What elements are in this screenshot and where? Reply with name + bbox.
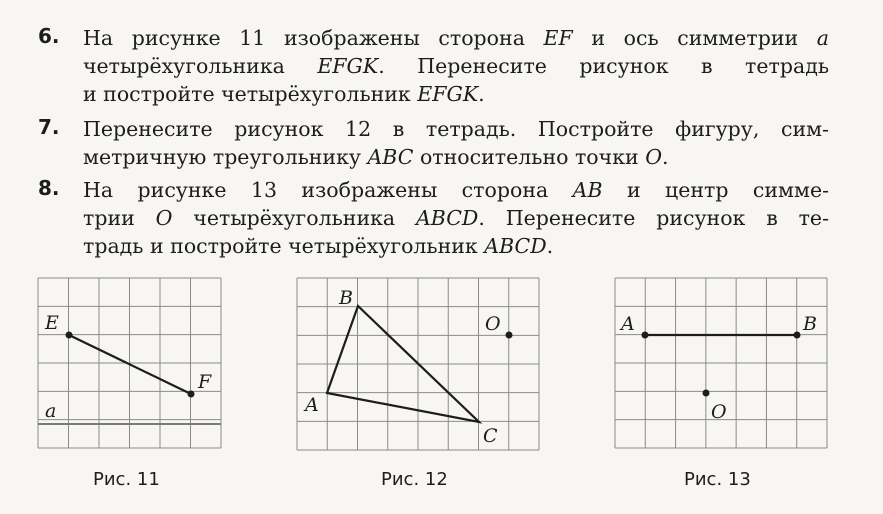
problem-text-line xyxy=(83,52,829,80)
text-segment: четырёхугольника xyxy=(172,206,416,230)
text-segment: . Перенесите рисунок в тетрадь xyxy=(378,54,829,78)
point-E xyxy=(66,332,73,339)
text-segment: относительно точки xyxy=(413,145,646,169)
figure-11 xyxy=(38,278,221,448)
point-F xyxy=(188,391,195,398)
text-segment: На рисунке 11 изображены сторона xyxy=(83,26,544,50)
problem-text-line xyxy=(83,115,829,143)
figure-12-diagram xyxy=(297,278,539,450)
label-E: E xyxy=(45,312,59,334)
text-segment: На рисунке 13 изображены сторона xyxy=(83,178,573,202)
caption-fig12: Рис. 12 xyxy=(381,469,448,490)
label-A: A xyxy=(621,313,635,335)
label-F: F xyxy=(198,371,212,393)
text-segment: и ось симметрии xyxy=(572,26,817,50)
text-segment: . xyxy=(478,82,485,106)
problem-text-line xyxy=(83,80,829,108)
label-B: B xyxy=(339,287,353,309)
math-variable: EFGK xyxy=(417,82,479,106)
text-segment: и центр симме- xyxy=(602,178,830,202)
text-segment: и постройте четырёхугольник xyxy=(83,82,418,106)
problem-number: 6. xyxy=(38,24,60,48)
text-segment: традь и постройте четырёхугольник xyxy=(83,234,485,258)
text-segment: Перенесите рисунок 12 в тетрадь. Постройте фигуру, сим- xyxy=(83,117,829,141)
problem-text-line xyxy=(83,143,829,171)
text-segment: метричную треугольнику xyxy=(83,145,368,169)
point-B xyxy=(794,332,801,339)
math-variable: O xyxy=(645,145,663,169)
problem-text-line xyxy=(83,204,829,232)
text-segment: . Перенесите рисунок в те- xyxy=(478,206,829,230)
math-variable: AB xyxy=(572,178,603,202)
math-variable: a xyxy=(816,26,830,50)
problem-number: 8. xyxy=(38,176,60,200)
text-segment: трии xyxy=(83,206,156,230)
point-A xyxy=(642,332,649,339)
problem-text-line xyxy=(83,24,829,52)
caption-fig11: Рис. 11 xyxy=(93,469,160,490)
point-O xyxy=(703,390,710,397)
problem-text-line xyxy=(83,232,829,260)
figure-13-diagram xyxy=(615,278,827,448)
math-variable: ABCD xyxy=(484,234,547,258)
text-segment: . xyxy=(546,234,554,258)
caption-fig13: Рис. 13 xyxy=(684,469,751,490)
text-segment: четырёхугольника xyxy=(83,54,318,78)
figure-13 xyxy=(615,278,827,448)
math-variable: EFGK xyxy=(317,54,379,78)
figure-12 xyxy=(297,278,539,450)
text-segment: . xyxy=(662,145,669,169)
math-variable: ABCD xyxy=(415,206,479,230)
label-C: C xyxy=(483,425,498,447)
label-B: B xyxy=(803,313,817,335)
math-variable: EF xyxy=(543,26,573,50)
figure-11-diagram xyxy=(38,278,221,448)
label-O: O xyxy=(485,313,501,335)
math-variable: ABC xyxy=(367,145,414,169)
problem-number: 7. xyxy=(38,115,60,139)
label-A: A xyxy=(305,394,319,416)
label-O: O xyxy=(711,401,727,423)
grid xyxy=(38,278,221,448)
label-a: a xyxy=(45,400,57,422)
math-variable: O xyxy=(155,206,173,230)
point-O xyxy=(506,332,513,339)
problem-text-line xyxy=(83,176,829,204)
